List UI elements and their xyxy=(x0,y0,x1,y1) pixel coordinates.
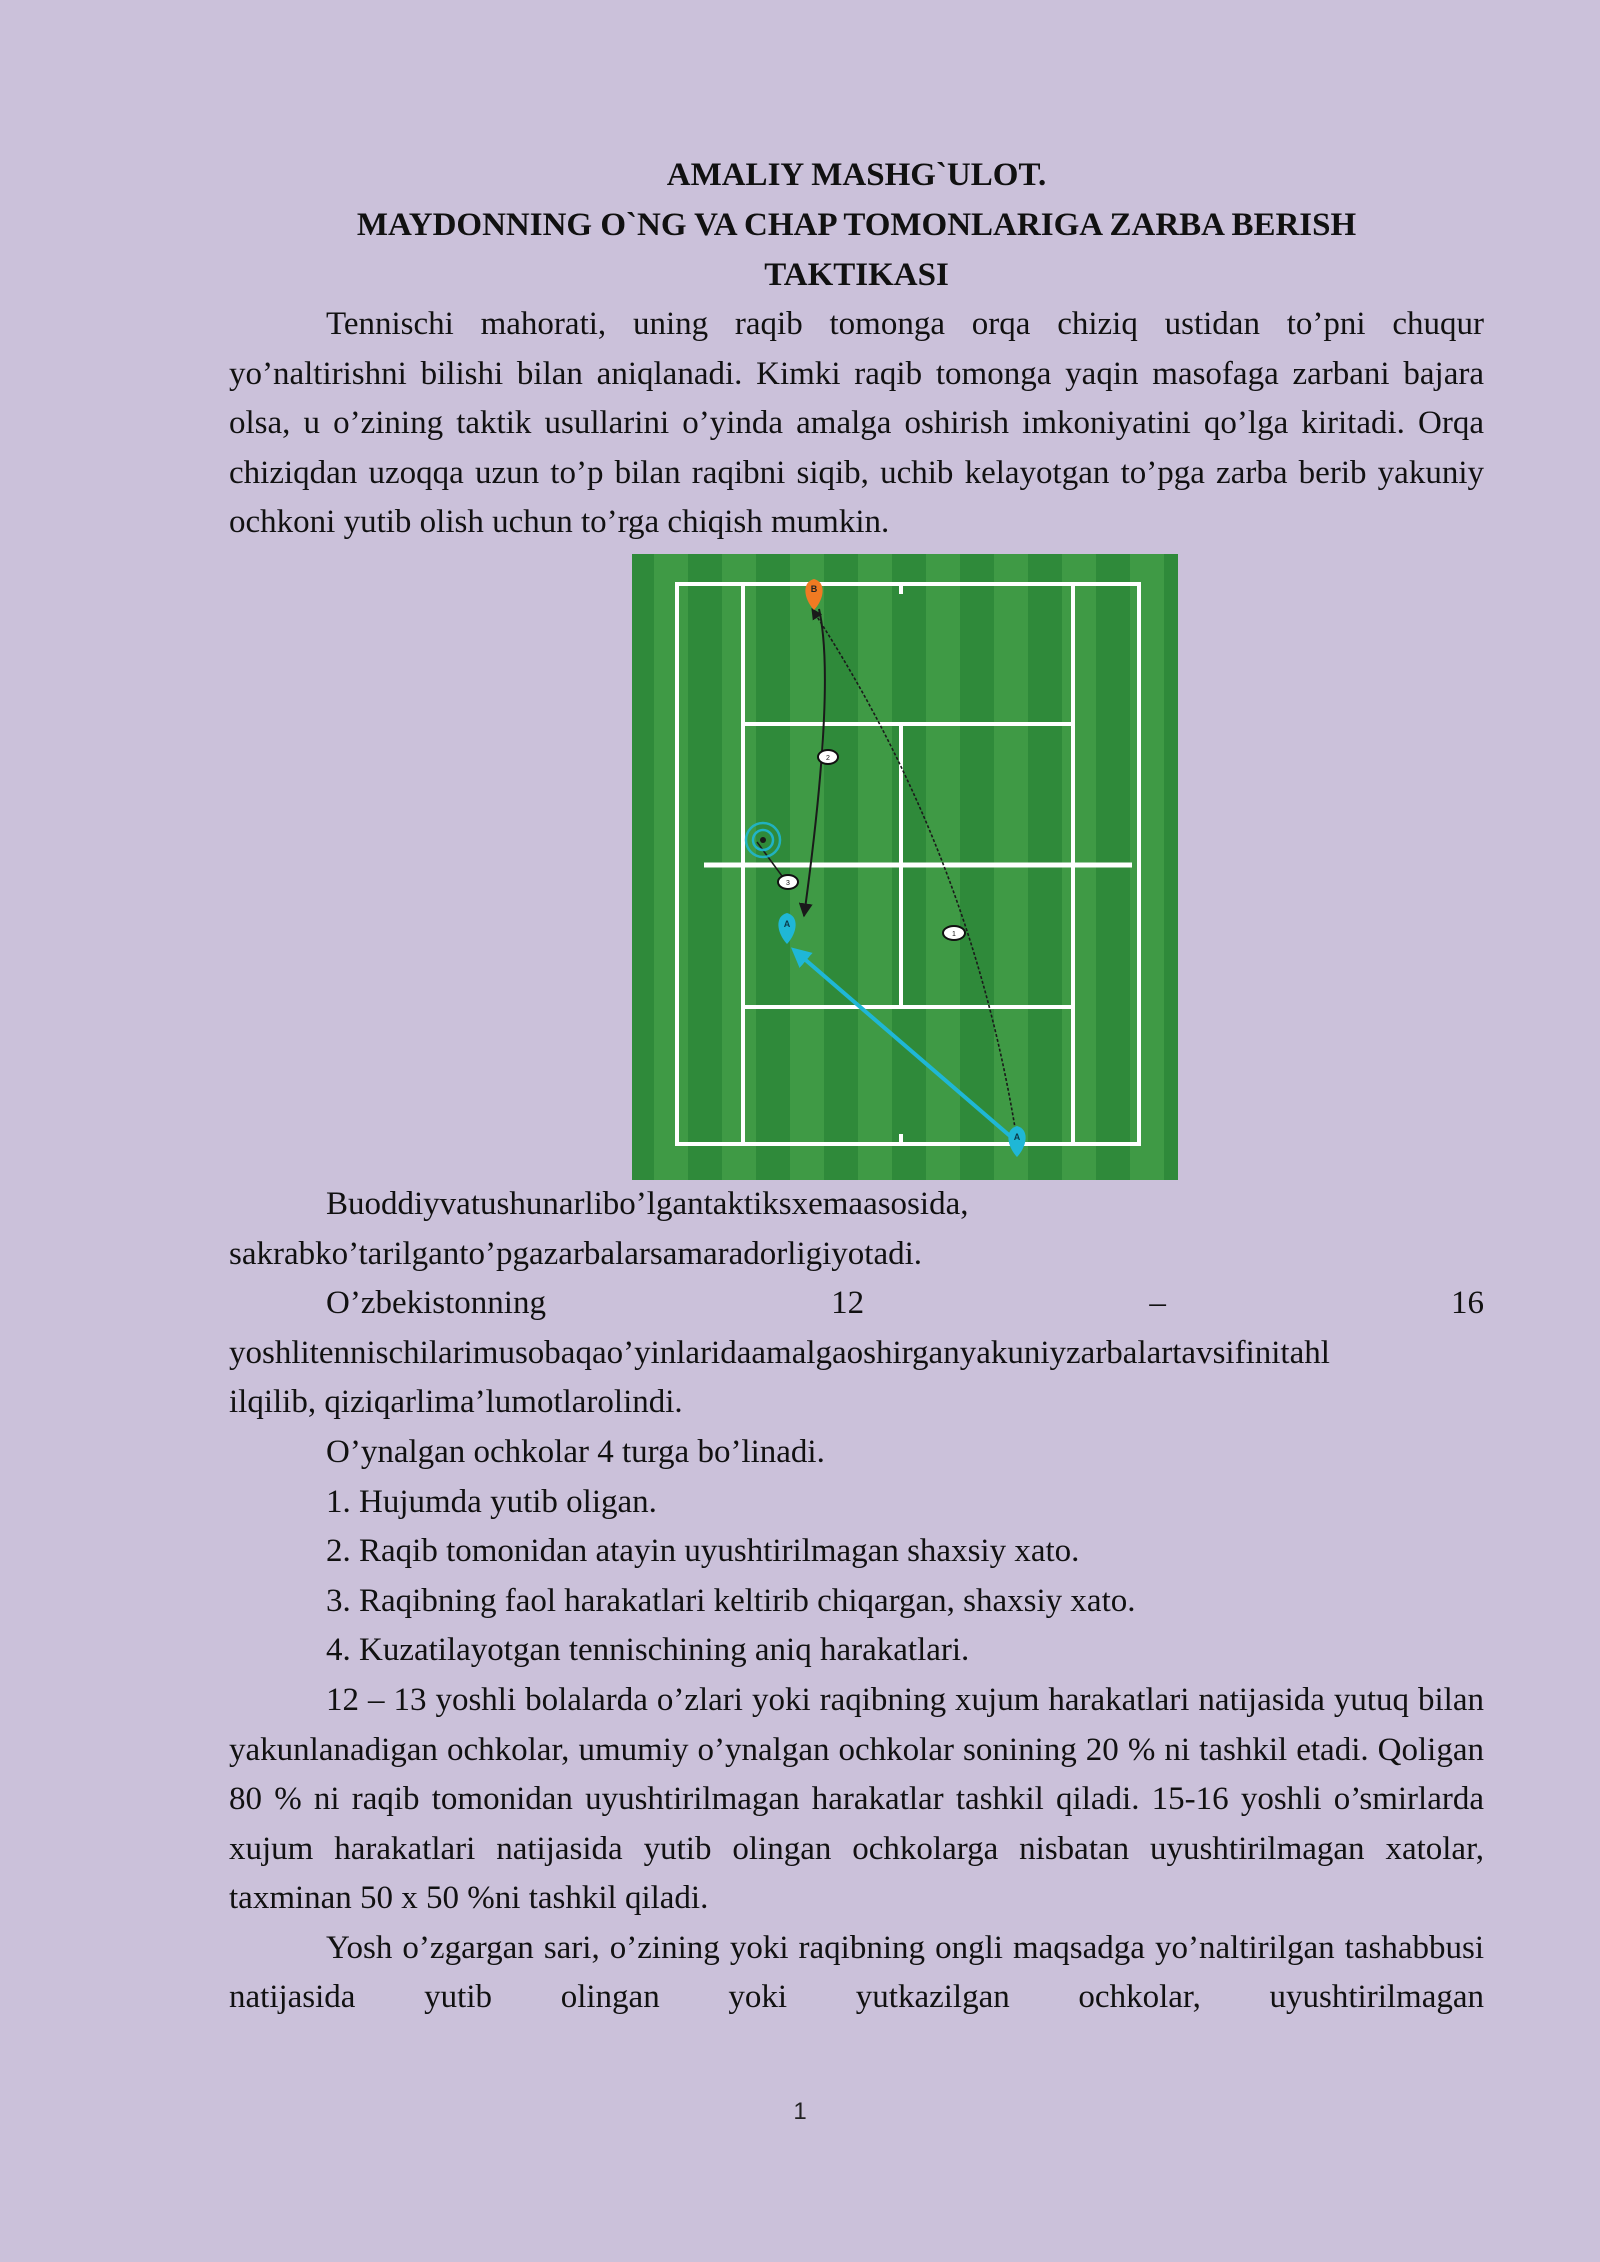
court-svg xyxy=(632,554,1178,1180)
ball-icon xyxy=(943,926,965,940)
heading-line-1: AMALIY MASHG`ULOT. xyxy=(666,157,1047,193)
list-item: 2. Raqib tomonidan atayin uyushtirilmagan shaxsiy xato. xyxy=(326,1533,1080,1570)
text-word: 16 xyxy=(1450,1285,1484,1322)
list-item: 3. Raqibning faol harakatlari keltirib chiqargan, shaxsiy xato. xyxy=(326,1582,1136,1619)
text-word: – xyxy=(1149,1285,1166,1322)
svg-text:A: A xyxy=(783,918,791,929)
text-line: yoshlitennischilarimusobaqao’yinlaridaamalgaoshirganyakuniyzarbalartavsifinitahl xyxy=(229,1334,1330,1371)
heading-line-3: TAKTIKASI xyxy=(764,257,949,293)
svg-text:B: B xyxy=(810,583,818,594)
last-paragraph: Yosh o’zgargan sari, o’zining yoki raqibning ongli maqsadga yo’naltirilgan tashabbusi natijasida yutib olingan yoki yutkazilgan ochkolar, uyushtirilmagan xyxy=(229,1929,1484,2016)
text-line: ilqilib, qiziqarlima’lumotlarolindi. xyxy=(229,1384,683,1421)
ball-icon xyxy=(778,875,798,889)
svg-text:A: A xyxy=(1013,1131,1021,1142)
intro-paragraph: Tennischi mahorati, uning raqib tomonga orqa chiziq ustidan to’pni chuqur yo’naltirishni bilishi bilan aniqlanadi. Kimki raqib tomonga yaqin masofaga zarbani bajara olsa, u o’zining taktik usullarini o’yinda amalga oshirish imkoniyatini qo’lga kiritadi. Orqa chiziqdan uzoqqa uzun to’p bilan raqibni siqib, uchib kelayotgan to’pga zarba berib yakuniy ochkoni yutib olish uchun to’rga chiqish mumkin. xyxy=(229,306,1484,541)
tennis-court-diagram xyxy=(632,554,1178,1180)
text-word: 12 xyxy=(831,1285,865,1322)
points-intro: O’ynalgan ochkolar 4 turga bo’linadi. xyxy=(326,1433,825,1470)
heading-line-2: MAYDONNING O`NG VA CHAP TOMONLARIGA ZARBA BERISH xyxy=(356,207,1357,243)
document-page xyxy=(229,150,1484,2023)
text-line: sakrabko’tarilganto’pgazarbalarsamaradorligiyotadi. xyxy=(229,1235,923,1272)
list-item: 1. Hujumda yutib oligan. xyxy=(326,1483,657,1520)
text-line: Buoddiyvatushunarlibo’lgantaktiksxemaasosida, xyxy=(326,1185,969,1222)
text-word: O’zbekistonning xyxy=(326,1285,546,1322)
svg-text:3: 3 xyxy=(786,879,790,887)
svg-text:2: 2 xyxy=(826,754,830,762)
page-number: 1 xyxy=(793,2098,807,2125)
svg-text:1: 1 xyxy=(952,930,956,938)
text-line-spread xyxy=(229,1279,1484,1329)
age-paragraph: 12 – 13 yoshli bolalarda o’zlari yoki raqibning xujum harakatlari natijasida yutuq bilan yakunlanadigan ochkolar, umumiy o’ynalgan ochkolar sonining 20 % ni tashkil etadi. Qoligan 80 % ni raqib tomonidan uyushtirilmagan harakatlar tashkil qiladi. 15-16 yoshli o’smirlarda xujum harakatlari natijasida yutib olingan ochkolarga nisbatan uyushtirilmagan xatolar, taxminan 50 x 50 %ni tashkil qiladi. xyxy=(229,1681,1484,1917)
ball-icon xyxy=(818,750,838,764)
list-item: 4. Kuzatilayotgan tennischining aniq harakatlari. xyxy=(326,1632,970,1669)
